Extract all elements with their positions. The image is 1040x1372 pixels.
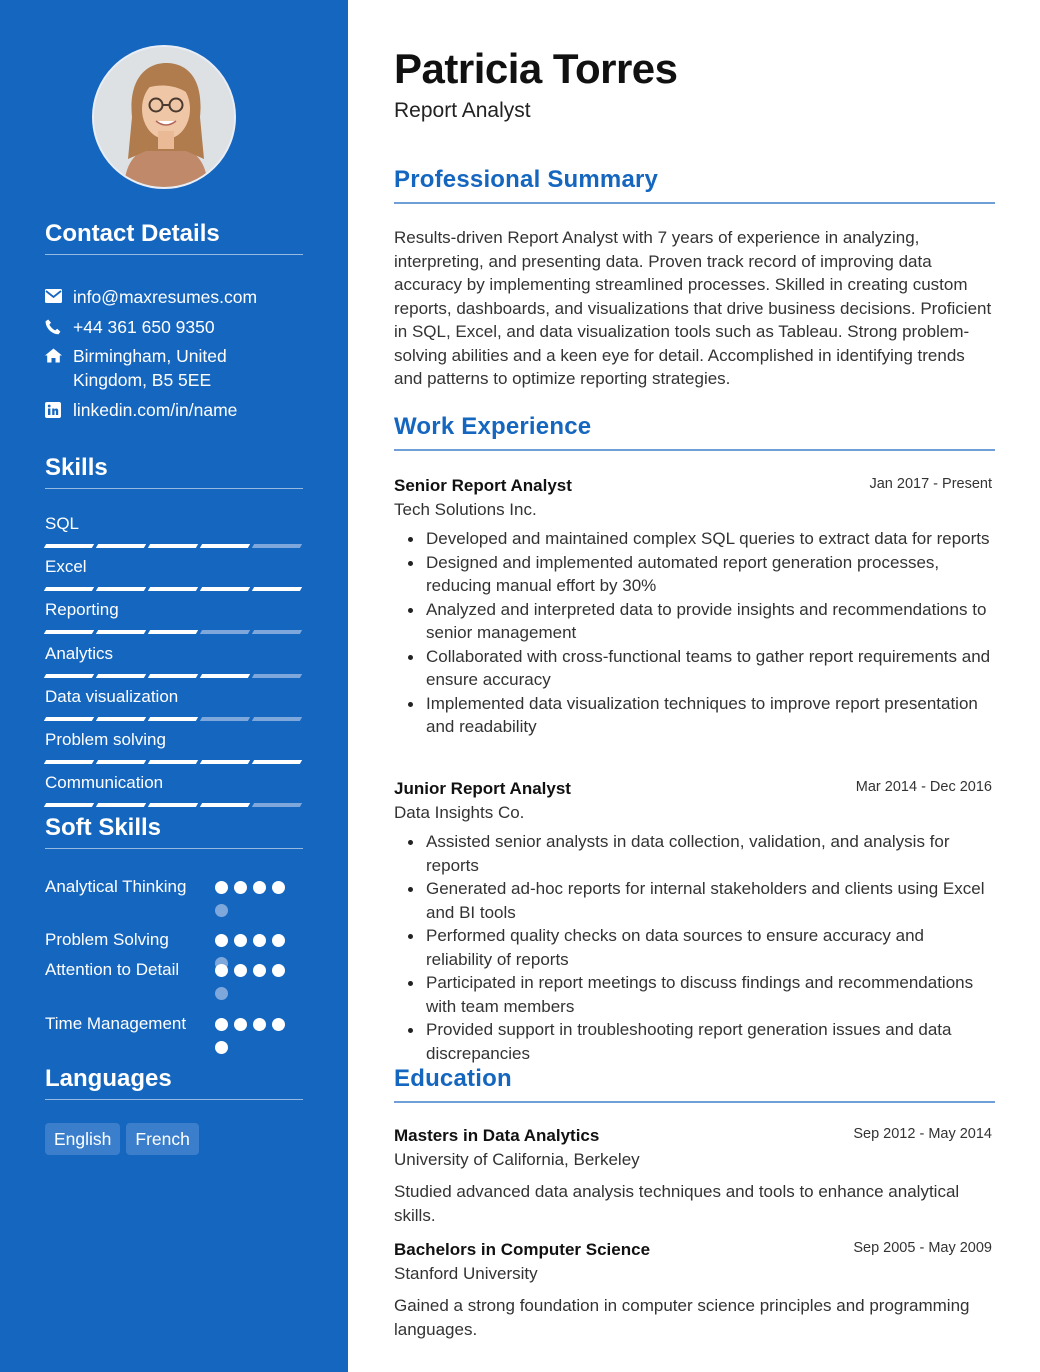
skill-level-segment xyxy=(252,760,302,764)
soft-skill-name: Time Management xyxy=(45,1014,187,1033)
skill-level-segment xyxy=(200,803,250,807)
soft-skill-rating xyxy=(215,964,291,1000)
skill-level-segment xyxy=(200,544,250,548)
skill-level-bar xyxy=(45,587,303,591)
job-title: Senior Report Analyst xyxy=(394,476,572,495)
contact-linkedin[interactable] xyxy=(45,398,305,422)
education-entry xyxy=(394,1238,994,1341)
avatar xyxy=(92,45,236,189)
skill-level-segment xyxy=(200,674,250,678)
skill-name: Reporting xyxy=(45,600,119,620)
rating-dot xyxy=(272,934,285,947)
rating-dot xyxy=(215,881,228,894)
rating-dot xyxy=(215,964,228,977)
skill-level-segment xyxy=(148,717,198,721)
skill-level-bar xyxy=(45,630,303,634)
education-dates: Sep 2012 - May 2014 xyxy=(853,1126,992,1142)
skill-level-segment xyxy=(96,544,146,548)
skill-item xyxy=(45,686,303,721)
degree-title: Masters in Data Analytics xyxy=(394,1126,600,1145)
skill-item xyxy=(45,599,303,634)
job-bullet: Implemented data visualization techniques to improve report presentation and readability xyxy=(394,692,994,739)
skill-level-segment xyxy=(96,587,146,591)
skill-level-bar xyxy=(45,674,303,678)
school-name: University of California, Berkeley xyxy=(394,1150,640,1169)
skill-name: Problem solving xyxy=(45,730,166,749)
rating-dot xyxy=(234,964,247,977)
skill-level-segment xyxy=(96,630,146,634)
soft-skills-heading: Soft Skills xyxy=(45,814,303,849)
contact-address xyxy=(45,344,305,392)
skills-heading: Skills xyxy=(45,454,303,489)
rating-dot xyxy=(234,881,247,894)
rating-dot xyxy=(234,1018,247,1031)
contact-address-text: Birmingham, United Kingdom, B5 5EE xyxy=(73,346,227,390)
skill-level-segment xyxy=(252,674,302,678)
skill-level-segment xyxy=(96,717,146,721)
skill-level-segment xyxy=(44,717,94,721)
language-tag: English xyxy=(45,1123,120,1155)
skill-level-segment xyxy=(44,760,94,764)
contact-phone-text: +44 361 650 9350 xyxy=(73,317,215,337)
soft-skill-rating xyxy=(215,1018,291,1054)
soft-skill-rating xyxy=(215,881,291,917)
rating-dot xyxy=(253,934,266,947)
skill-level-segment xyxy=(44,587,94,591)
summary-text: Results-driven Report Analyst with 7 years of experience in analyzing, interpreting, and presenting data. Proven track record of improving data accuracy by implementing streamlined processes. Skilled in creating custom reports, dashboards, and visualizations that drive business decisions. Proficient in SQL, Excel, and data visualization tools such as Tableau. Strong problem-solving abilities and a keen eye for detail. Accomplished in identifying trends and patterns to optimize reporting strategies. xyxy=(394,228,992,388)
rating-dot xyxy=(253,1018,266,1031)
rating-dot xyxy=(215,934,228,947)
education-entry xyxy=(394,1124,994,1227)
languages-list xyxy=(45,1123,199,1155)
soft-skill-name: Attention to Detail xyxy=(45,960,180,979)
skill-level-segment xyxy=(252,544,302,548)
linkedin-icon xyxy=(45,398,73,422)
job-bullet: Participated in report meetings to discuss findings and recommendations with team members xyxy=(394,971,994,1018)
job-bullets xyxy=(394,527,994,739)
school-name: Stanford University xyxy=(394,1264,538,1283)
contact-phone[interactable] xyxy=(45,315,305,339)
job-dates: Mar 2014 - Dec 2016 xyxy=(855,779,992,795)
job-company: Data Insights Co. xyxy=(394,803,525,822)
skill-name: Analytics xyxy=(45,643,114,663)
contact-heading: Contact Details xyxy=(45,220,303,255)
skill-level-segment xyxy=(96,760,146,764)
skill-level-segment xyxy=(200,587,250,591)
education-description: Gained a strong foundation in computer science principles and programming languages. xyxy=(394,1296,970,1339)
skill-level-segment xyxy=(148,760,198,764)
job-bullet: Generated ad-hoc reports for internal stakeholders and clients using Excel and BI tools xyxy=(394,877,994,924)
rating-dot xyxy=(215,1018,228,1031)
rating-dot xyxy=(272,881,285,894)
job-bullets xyxy=(394,830,994,1065)
languages-heading: Languages xyxy=(45,1065,303,1100)
skill-level-segment xyxy=(96,674,146,678)
job-bullet: Provided support in troubleshooting report generation issues and data discrepancies xyxy=(394,1018,994,1065)
skill-level-segment xyxy=(252,630,302,634)
job-bullet: Collaborated with cross-functional teams to gather report requirements and ensure accuracy xyxy=(394,645,994,692)
skill-level-segment xyxy=(200,630,250,634)
job-bullet: Performed quality checks on data sources to ensure accuracy and reliability of reports xyxy=(394,924,994,971)
skill-level-segment xyxy=(148,803,198,807)
contact-email[interactable] xyxy=(45,285,305,309)
rating-dot xyxy=(234,934,247,947)
skill-level-segment xyxy=(148,587,198,591)
skill-level-bar xyxy=(45,760,303,764)
skill-level-segment xyxy=(44,674,94,678)
skill-level-segment xyxy=(44,630,94,634)
rating-dot xyxy=(215,1041,228,1054)
skill-item xyxy=(45,772,303,807)
summary-heading: Professional Summary xyxy=(394,166,995,204)
envelope-icon xyxy=(45,285,73,309)
job-bullet: Analyzed and interpreted data to provide insights and recommendations to senior management xyxy=(394,598,994,645)
skill-level-segment xyxy=(96,803,146,807)
soft-skill-name: Problem Solving xyxy=(45,930,169,949)
job-title: Junior Report Analyst xyxy=(394,779,571,798)
skill-name: SQL xyxy=(45,514,80,533)
job-entry xyxy=(394,777,994,1065)
skill-level-segment xyxy=(44,544,94,548)
skill-item xyxy=(45,643,303,678)
candidate-name: Patricia Torres xyxy=(394,45,678,92)
home-icon xyxy=(45,344,73,392)
sidebar xyxy=(0,0,348,1372)
job-bullet: Developed and maintained complex SQL queries to extract data for reports xyxy=(394,527,994,551)
rating-dot xyxy=(253,881,266,894)
skill-level-segment xyxy=(252,717,302,721)
job-bullet: Designed and implemented automated report generation processes, reducing manual effort by 30% xyxy=(394,551,994,598)
rating-dot xyxy=(253,964,266,977)
skill-item xyxy=(45,556,303,591)
contact-linkedin-text: linkedin.com/in/name xyxy=(73,400,238,420)
profile-photo xyxy=(94,47,236,189)
job-dates: Jan 2017 - Present xyxy=(869,476,992,492)
contact-email-text: info@maxresumes.com xyxy=(73,287,258,307)
education-description: Studied advanced data analysis techniques and tools to enhance analytical skills. xyxy=(394,1182,960,1225)
phone-icon xyxy=(45,315,73,339)
skill-name: Excel xyxy=(45,557,87,577)
rating-dot xyxy=(215,987,228,1000)
skill-level-segment xyxy=(148,544,198,548)
rating-dot xyxy=(215,904,228,917)
job-entry xyxy=(394,474,994,739)
skill-level-segment xyxy=(44,803,94,807)
job-bullet: Assisted senior analysts in data collection, validation, and analysis for reports xyxy=(394,830,994,877)
soft-skill-name: Analytical Thinking xyxy=(45,877,187,896)
skill-level-segment xyxy=(200,717,250,721)
rating-dot xyxy=(272,1018,285,1031)
skill-level-segment xyxy=(148,674,198,678)
skill-item xyxy=(45,729,303,764)
education-heading: Education xyxy=(394,1065,995,1103)
job-company: Tech Solutions Inc. xyxy=(394,500,537,519)
skill-level-segment xyxy=(252,803,302,807)
skill-level-segment xyxy=(148,630,198,634)
skill-level-segment xyxy=(252,587,302,591)
experience-heading: Work Experience xyxy=(394,413,995,451)
skill-level-bar xyxy=(45,544,303,548)
skill-level-segment xyxy=(200,760,250,764)
candidate-title: Report Analyst xyxy=(394,99,531,122)
education-dates: Sep 2005 - May 2009 xyxy=(853,1240,992,1256)
degree-title: Bachelors in Computer Science xyxy=(394,1240,651,1259)
skill-name: Communication xyxy=(45,773,164,793)
skill-level-bar xyxy=(45,803,303,807)
language-tag: French xyxy=(126,1123,198,1155)
skill-name: Data visualization xyxy=(45,686,179,706)
skill-level-bar xyxy=(45,717,303,721)
skill-item xyxy=(45,513,303,548)
rating-dot xyxy=(272,964,285,977)
